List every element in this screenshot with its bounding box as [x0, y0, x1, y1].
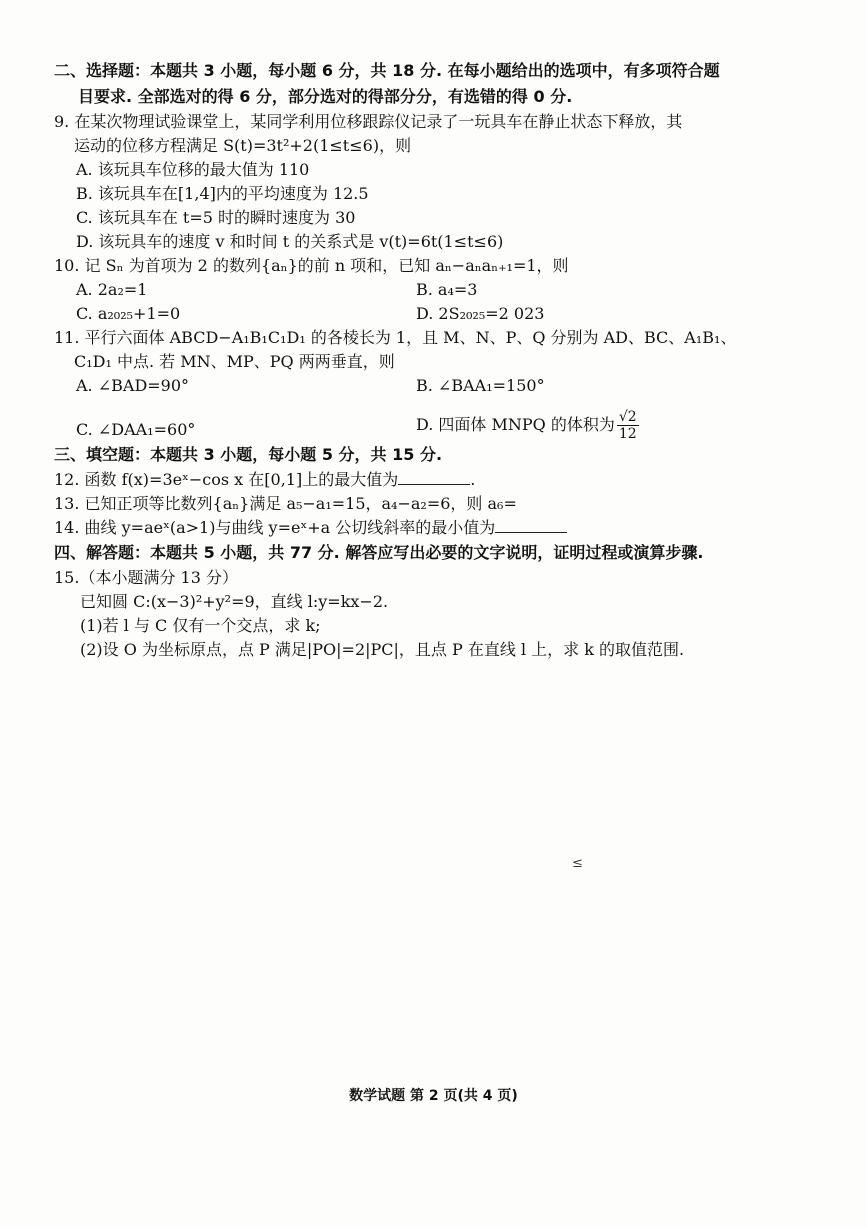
- q11-options-row1: [54, 374, 824, 398]
- q11-line2: C₁D₁ 中点. 若 MN、MP、PQ 两两垂直，则: [74, 352, 395, 371]
- q9-option-a: A. 该玩具车位移的最大值为 110: [76, 160, 310, 179]
- q14-answer-blank[interactable]: [495, 518, 567, 533]
- q11-option-d-text: D. 四面体 MNPQ 的体积为: [416, 415, 615, 434]
- q10-option-b: B. a₄=3: [416, 280, 478, 299]
- q13-text: 13. 已知正项等比数列{aₙ}满足 a₅−a₁=15，a₄−a₂=6，则 a₆=: [54, 494, 517, 513]
- q9-line2: 运动的位移方程满足 S(t)=3t²+2(1≤t≤6)，则: [74, 136, 412, 155]
- question-11: [54, 326, 824, 442]
- question-9: [54, 110, 824, 254]
- section-multiple-choice-header: [54, 58, 824, 110]
- q10-options-row2: [54, 302, 824, 326]
- q10-option-c: C. a₂₀₂₅+1=0: [76, 304, 181, 323]
- q10-options-row1: [54, 278, 824, 302]
- q12-answer-blank[interactable]: [398, 470, 470, 485]
- q9-line1: 9. 在某次物理试验课堂上，某同学利用位移跟踪仪记录了一玩具车在静止状态下释放，其: [54, 112, 683, 131]
- q11-line1: 11. 平行六面体 ABCD−A₁B₁C₁D₁ 的各棱长为 1，且 M、N、P、Q 分别为 AD、BC、A₁B₁、: [54, 328, 737, 347]
- q11-option-d: [416, 409, 756, 442]
- question-14: [54, 516, 824, 540]
- q12-text: 12. 函数 f(x)=3eˣ−cos x 在[0,1]上的最大值为: [54, 470, 399, 489]
- stray-mark: ≤: [572, 856, 583, 871]
- page-footer: 数学试题 第 2 页(共 4 页): [349, 1088, 518, 1104]
- q9-option-d: D. 该玩具车的速度 v 和时间 t 的关系式是 v(t)=6t(1≤t≤6): [76, 232, 504, 251]
- q15-part1: (1)若 l 与 C 仅有一个交点，求 k;: [80, 616, 321, 635]
- q12-end: .: [470, 470, 476, 489]
- q15-given: 已知圆 C:(x−3)²+y²=9，直线 l:y=kx−2.: [80, 592, 389, 611]
- q11-options-row2: [54, 398, 824, 442]
- question-10: [54, 254, 824, 326]
- section-fill-in-header: 三、填空题：本题共 3 小题，每小题 5 分，共 15 分.: [54, 445, 443, 464]
- exam-content: [54, 58, 824, 662]
- q10-option-d: D. 2S₂₀₂₅=2 023: [416, 304, 545, 323]
- q14-text: 14. 曲线 y=aeˣ(a>1)与曲线 y=eˣ+a 公切线斜率的最小值为: [54, 518, 496, 537]
- section2-line2: 目要求. 全部选对的得 6 分，部分选对的得部分分，有选错的得 0 分.: [78, 87, 573, 106]
- q10-option-a: A. 2a₂=1: [76, 280, 148, 299]
- q10-stem: 10. 记 Sₙ 为首项为 2 的数列{aₙ}的前 n 项和，已知 aₙ−aₙaₙ₊₁=1，则: [54, 256, 569, 275]
- q11-option-a: A. ∠BAD=90°: [76, 376, 190, 395]
- fraction-numerator: √2: [618, 409, 637, 425]
- question-12: [54, 468, 824, 492]
- section2-line1: 二、选择题：本题共 3 小题，每小题 6 分，共 18 分. 在每小题给出的选项中，有多项符合题: [54, 61, 720, 80]
- question-13: [54, 492, 824, 516]
- q15-title: 15.（本小题满分 13 分）: [54, 568, 238, 587]
- q9-option-b: B. 该玩具车在[1,4]内的平均速度为 12.5: [76, 184, 369, 203]
- q11-option-d-fraction: [617, 409, 639, 442]
- section-free-response-header: 四、解答题：本题共 5 小题，共 77 分. 解答应写出必要的文字说明，证明过程或演算步骤.: [54, 543, 704, 562]
- question-15: [54, 566, 824, 662]
- q11-option-b: B. ∠BAA₁=150°: [416, 376, 545, 395]
- q11-option-c: C. ∠DAA₁=60°: [76, 420, 196, 439]
- q9-option-c: C. 该玩具车在 t=5 时的瞬时速度为 30: [76, 208, 356, 227]
- fraction-denominator: 12: [618, 426, 637, 442]
- q15-part2: (2)设 O 为坐标原点，点 P 满足|PO|=2|PC|，且点 P 在直线 l 上，求 k 的取值范围.: [80, 640, 685, 659]
